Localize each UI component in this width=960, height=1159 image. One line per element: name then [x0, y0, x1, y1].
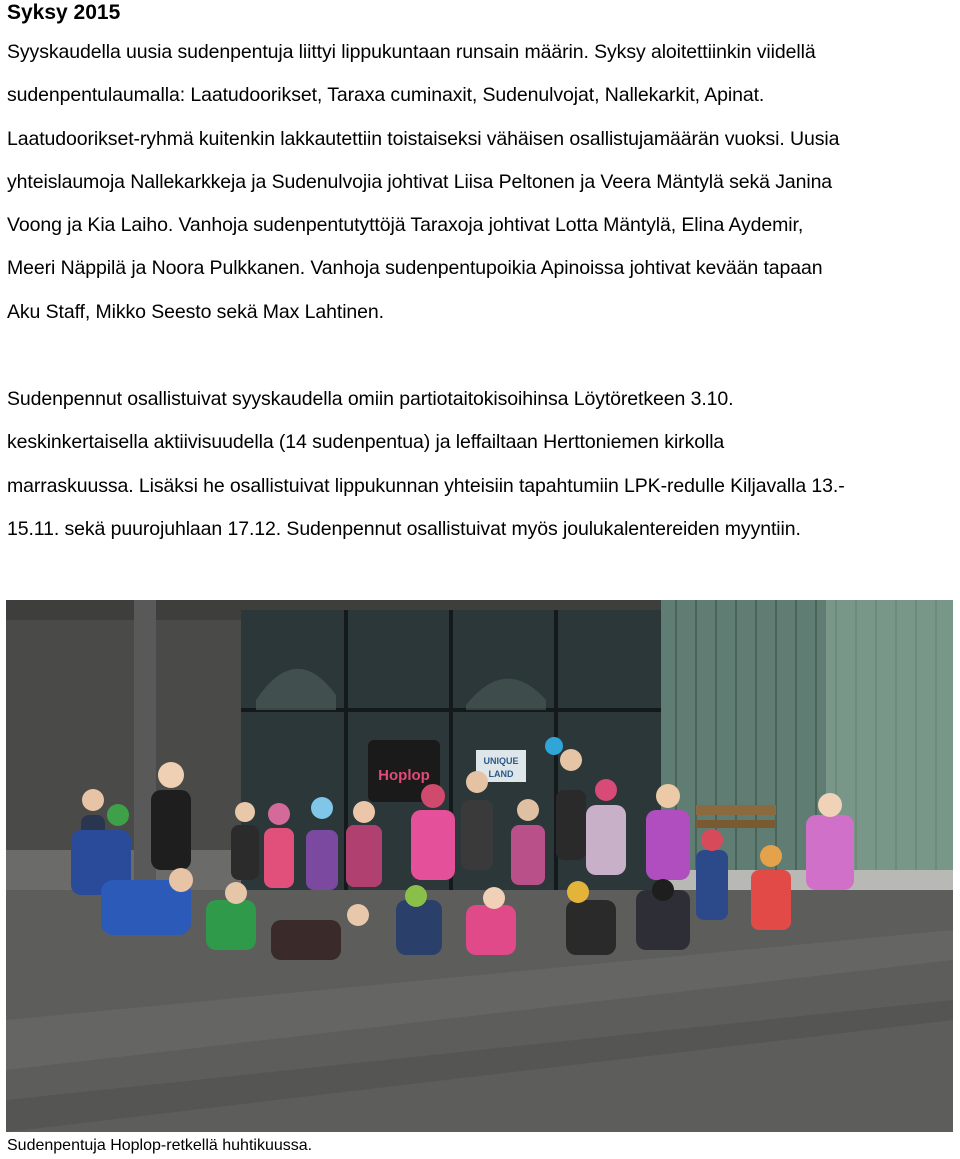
group-photo — [6, 600, 953, 1132]
bench — [696, 805, 776, 815]
paragraph-1-line: Meeri Näppilä ja Noora Pulkkanen. Vanhoja sudenpentupoikia Apinoissa johtivat kevään tapaan — [7, 257, 823, 280]
photo-caption: Sudenpentuja Hoplop-retkellä huhtikuussa. — [7, 1137, 313, 1154]
door-sign-line2: LAND — [488, 769, 514, 779]
group-photo-illustration — [6, 600, 953, 1132]
section-heading: Syksy 2015 — [7, 1, 121, 24]
door-sign-line1: UNIQUE — [483, 756, 519, 766]
circle-logo — [545, 737, 563, 755]
paragraph-2-line: marraskuussa. Lisäksi he osallistuivat lippukunnan yhteisiin tapahtumiin LPK-redulle Kiljavalla 13.- — [7, 474, 845, 497]
paragraph-1-line: Aku Staff, Mikko Seesto sekä Max Lahtinen. — [7, 300, 384, 323]
paragraph-1-line: Laatudoorikset-ryhmä kuitenkin lakkautettiin toistaiseksi vähäisen osallistujamäärän vuoksi. Uusia — [7, 127, 840, 150]
paragraph-1-line: Voong ja Kia Laiho. Vanhoja sudenpentutyttöjä Taraxoja johtivat Lotta Mäntylä, Elina Aydemir, — [7, 214, 804, 237]
paragraph-2-line: keskinkertaisella aktiivisuudella (14 sudenpentua) ja leffailtaan Herttoniemen kirkolla — [7, 431, 725, 454]
paragraph-1-line: sudenpentulaumalla: Laatudoorikset, Taraxa cuminaxit, Sudenulvojat, Nallekarkit, Apinat. — [7, 84, 765, 107]
paragraph-1 — [7, 31, 947, 334]
paragraph-2 — [7, 378, 947, 551]
paragraph-1-line: yhteislaumoja Nallekarkkeja ja Sudenulvojia johtivat Liisa Peltonen ja Veera Mäntylä sekä Janina — [7, 170, 833, 193]
store-sign-text: Hoplop — [378, 767, 430, 784]
paragraph-2-line: Sudenpennut osallistuivat syyskaudella omiin partiotaitokisoihinsa Löytöretkeen 3.10. — [7, 388, 734, 410]
paragraph-2-line: 15.11. sekä puurojuhlaan 17.12. Sudenpennut osallistuivat myös joulukalentereiden myyntiin. — [7, 517, 801, 540]
paragraph-1-line: Syyskaudella uusia sudenpentuja liittyi lippukuntaan runsain määrin. Syksy aloitettiinkin viidellä — [7, 41, 816, 63]
